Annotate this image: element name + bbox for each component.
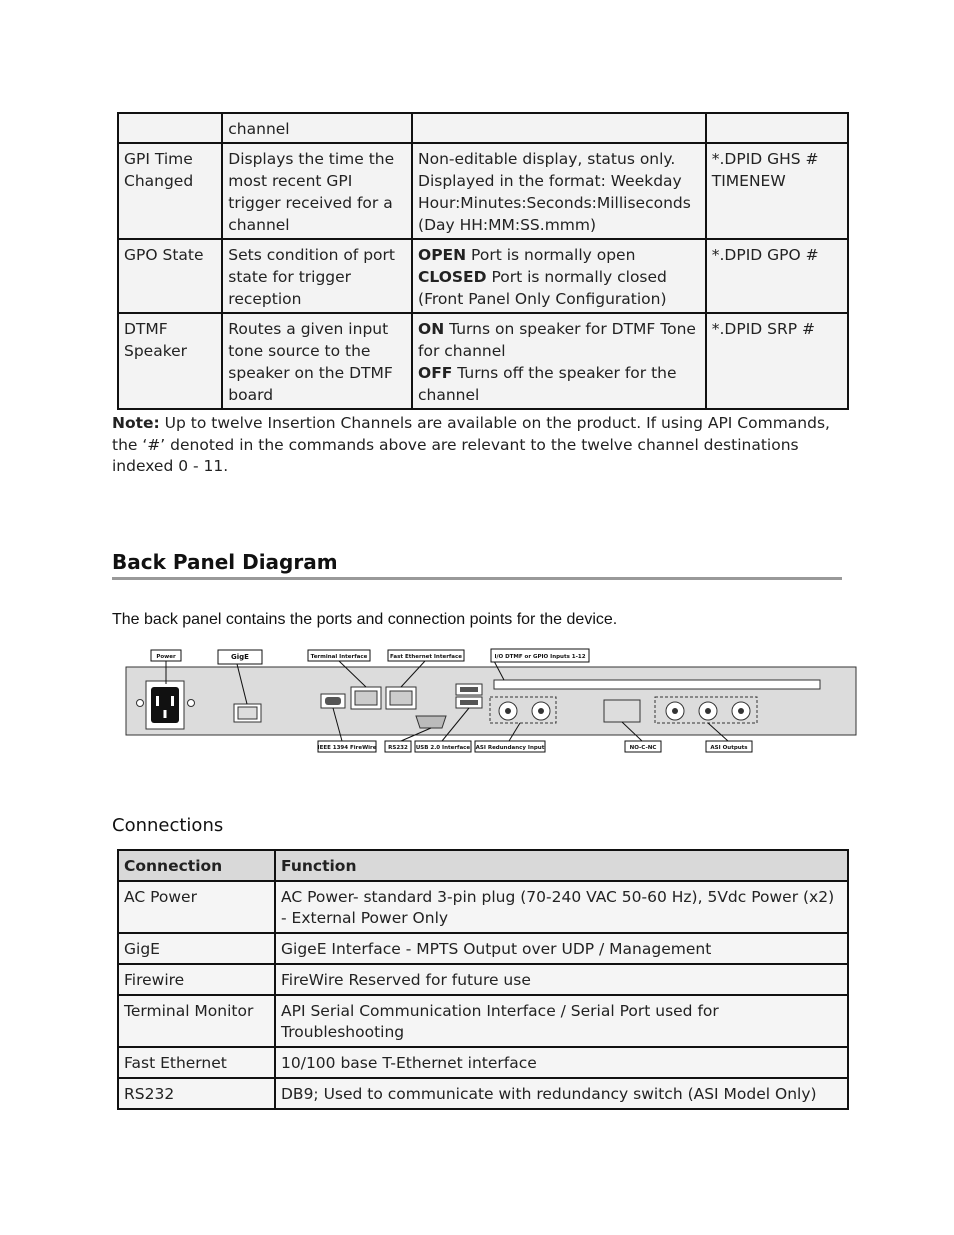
table-row [118, 143, 848, 239]
back-panel-diagram [120, 644, 860, 764]
description-cell: Routes a given input tone source to the speaker on the DTMF board [222, 313, 412, 409]
parameter-cell: DTMF Speaker [118, 313, 222, 409]
connection-cell: RS232 [118, 1078, 275, 1109]
callout-asi-redundancy: ASI Redundancy Input [475, 745, 545, 751]
function-cell: GigeE Interface - MPTS Output over UDP / Management [275, 933, 848, 964]
description-cell: Displays the time the most recent GPI trigger received for a channel [222, 143, 412, 239]
column-header: Function [275, 850, 848, 881]
table-row [118, 113, 848, 143]
table-row [118, 933, 848, 964]
table-row [118, 995, 848, 1047]
value-key: OFF [418, 364, 453, 382]
chassis-panel [126, 667, 856, 735]
description-cell: Sets condition of port state for trigger reception [222, 239, 412, 313]
parameter-cell: GPO State [118, 239, 222, 313]
table-row [118, 1078, 848, 1109]
rs232-port-icon [416, 716, 446, 728]
value-key: CLOSED [418, 268, 487, 286]
connection-cell: GigE [118, 933, 275, 964]
firewire-port-icon [321, 694, 345, 708]
terminal-port-icon [351, 687, 381, 709]
callout-rs232: RS232 [388, 745, 408, 751]
api-command-cell: *.DPID GHS # TIMENEW [706, 143, 848, 239]
api-command-cell: *.DPID GPO # [706, 239, 848, 313]
parameter-cell: GPI Time Changed [118, 143, 222, 239]
function-cell: FireWire Reserved for future use [275, 964, 848, 995]
note-text: Up to twelve Insertion Channels are available on the product. If using API Commands, the ‘#’ denoted in the commands above are relevant to the twelve channel destinations indexed 0 - 11. [112, 414, 830, 475]
values-cell [412, 239, 706, 313]
api-command-cell: *.DPID SRP # [706, 313, 848, 409]
table-row [118, 239, 848, 313]
gige-port-icon [234, 704, 261, 722]
parameter-table [117, 112, 849, 410]
value-key: OPEN [418, 246, 467, 264]
api-command-cell [706, 113, 848, 143]
table-row [118, 881, 848, 933]
callout-fast-ethernet: Fast Ethernet Interface [389, 654, 463, 660]
connection-cell: Firewire [118, 964, 275, 995]
intro-text: The back panel contains the ports and connection points for the device. [112, 611, 618, 628]
callout-firewire: IEEE 1394 FireWire [317, 745, 377, 751]
callout-io: I/O DTMF or GPIO Inputs 1-12 [494, 654, 586, 660]
value-key: ON [418, 320, 445, 338]
function-cell: AC Power- standard 3-pin plug (70-240 VAC 50-60 Hz), 5Vdc Power (x2) - External Power Only [275, 881, 848, 933]
values-cell [412, 313, 706, 409]
function-cell: API Serial Communication Interface / Serial Port used for Troubleshooting [275, 995, 848, 1047]
table-row [118, 964, 848, 995]
table-header-row [118, 850, 848, 881]
value-text: Turns on speaker for DTMF Tone for channel [418, 320, 696, 360]
callout-asi-outputs: ASI Outputs [710, 745, 748, 751]
connection-cell: AC Power [118, 881, 275, 933]
value-text: Turns off the speaker for the channel [418, 364, 677, 404]
description-cell: channel [222, 113, 412, 143]
callout-terminal: Terminal Interface [310, 654, 368, 660]
callout-power: Power [156, 654, 176, 660]
function-cell: DB9; Used to communicate with redundancy switch (ASI Model Only) [275, 1078, 848, 1109]
io-slot [494, 680, 820, 689]
connection-cell: Terminal Monitor [118, 995, 275, 1047]
values-cell: Non-editable display, status only. Displayed in the format: Weekday Hour:Minutes:Seconds:Milliseconds (Day HH:MM:SS.mmm) [412, 143, 706, 239]
callout-nc: NO-C-NC [629, 745, 657, 751]
section-heading: Back Panel Diagram [112, 550, 842, 580]
table-row [118, 313, 848, 409]
value-text: Port is normally closed (Front Panel Only Configuration) [418, 268, 667, 308]
function-cell: 10/100 base T-Ethernet interface [275, 1047, 848, 1078]
connection-cell: Fast Ethernet [118, 1047, 275, 1078]
parameter-cell [118, 113, 222, 143]
relay-block-icon [604, 700, 640, 722]
callout-usb: USB 2.0 Interface [415, 745, 471, 751]
ethernet-port-icon [386, 687, 416, 709]
callout-gige: GigE [231, 653, 249, 661]
connections-heading: Connections [112, 815, 224, 836]
column-header: Connection [118, 850, 275, 881]
values-cell [412, 113, 706, 143]
note-label: Note: [112, 414, 160, 432]
note-paragraph [112, 413, 842, 478]
connections-table [117, 849, 849, 1110]
table-row [118, 1047, 848, 1078]
value-text: Port is normally open [466, 246, 636, 264]
